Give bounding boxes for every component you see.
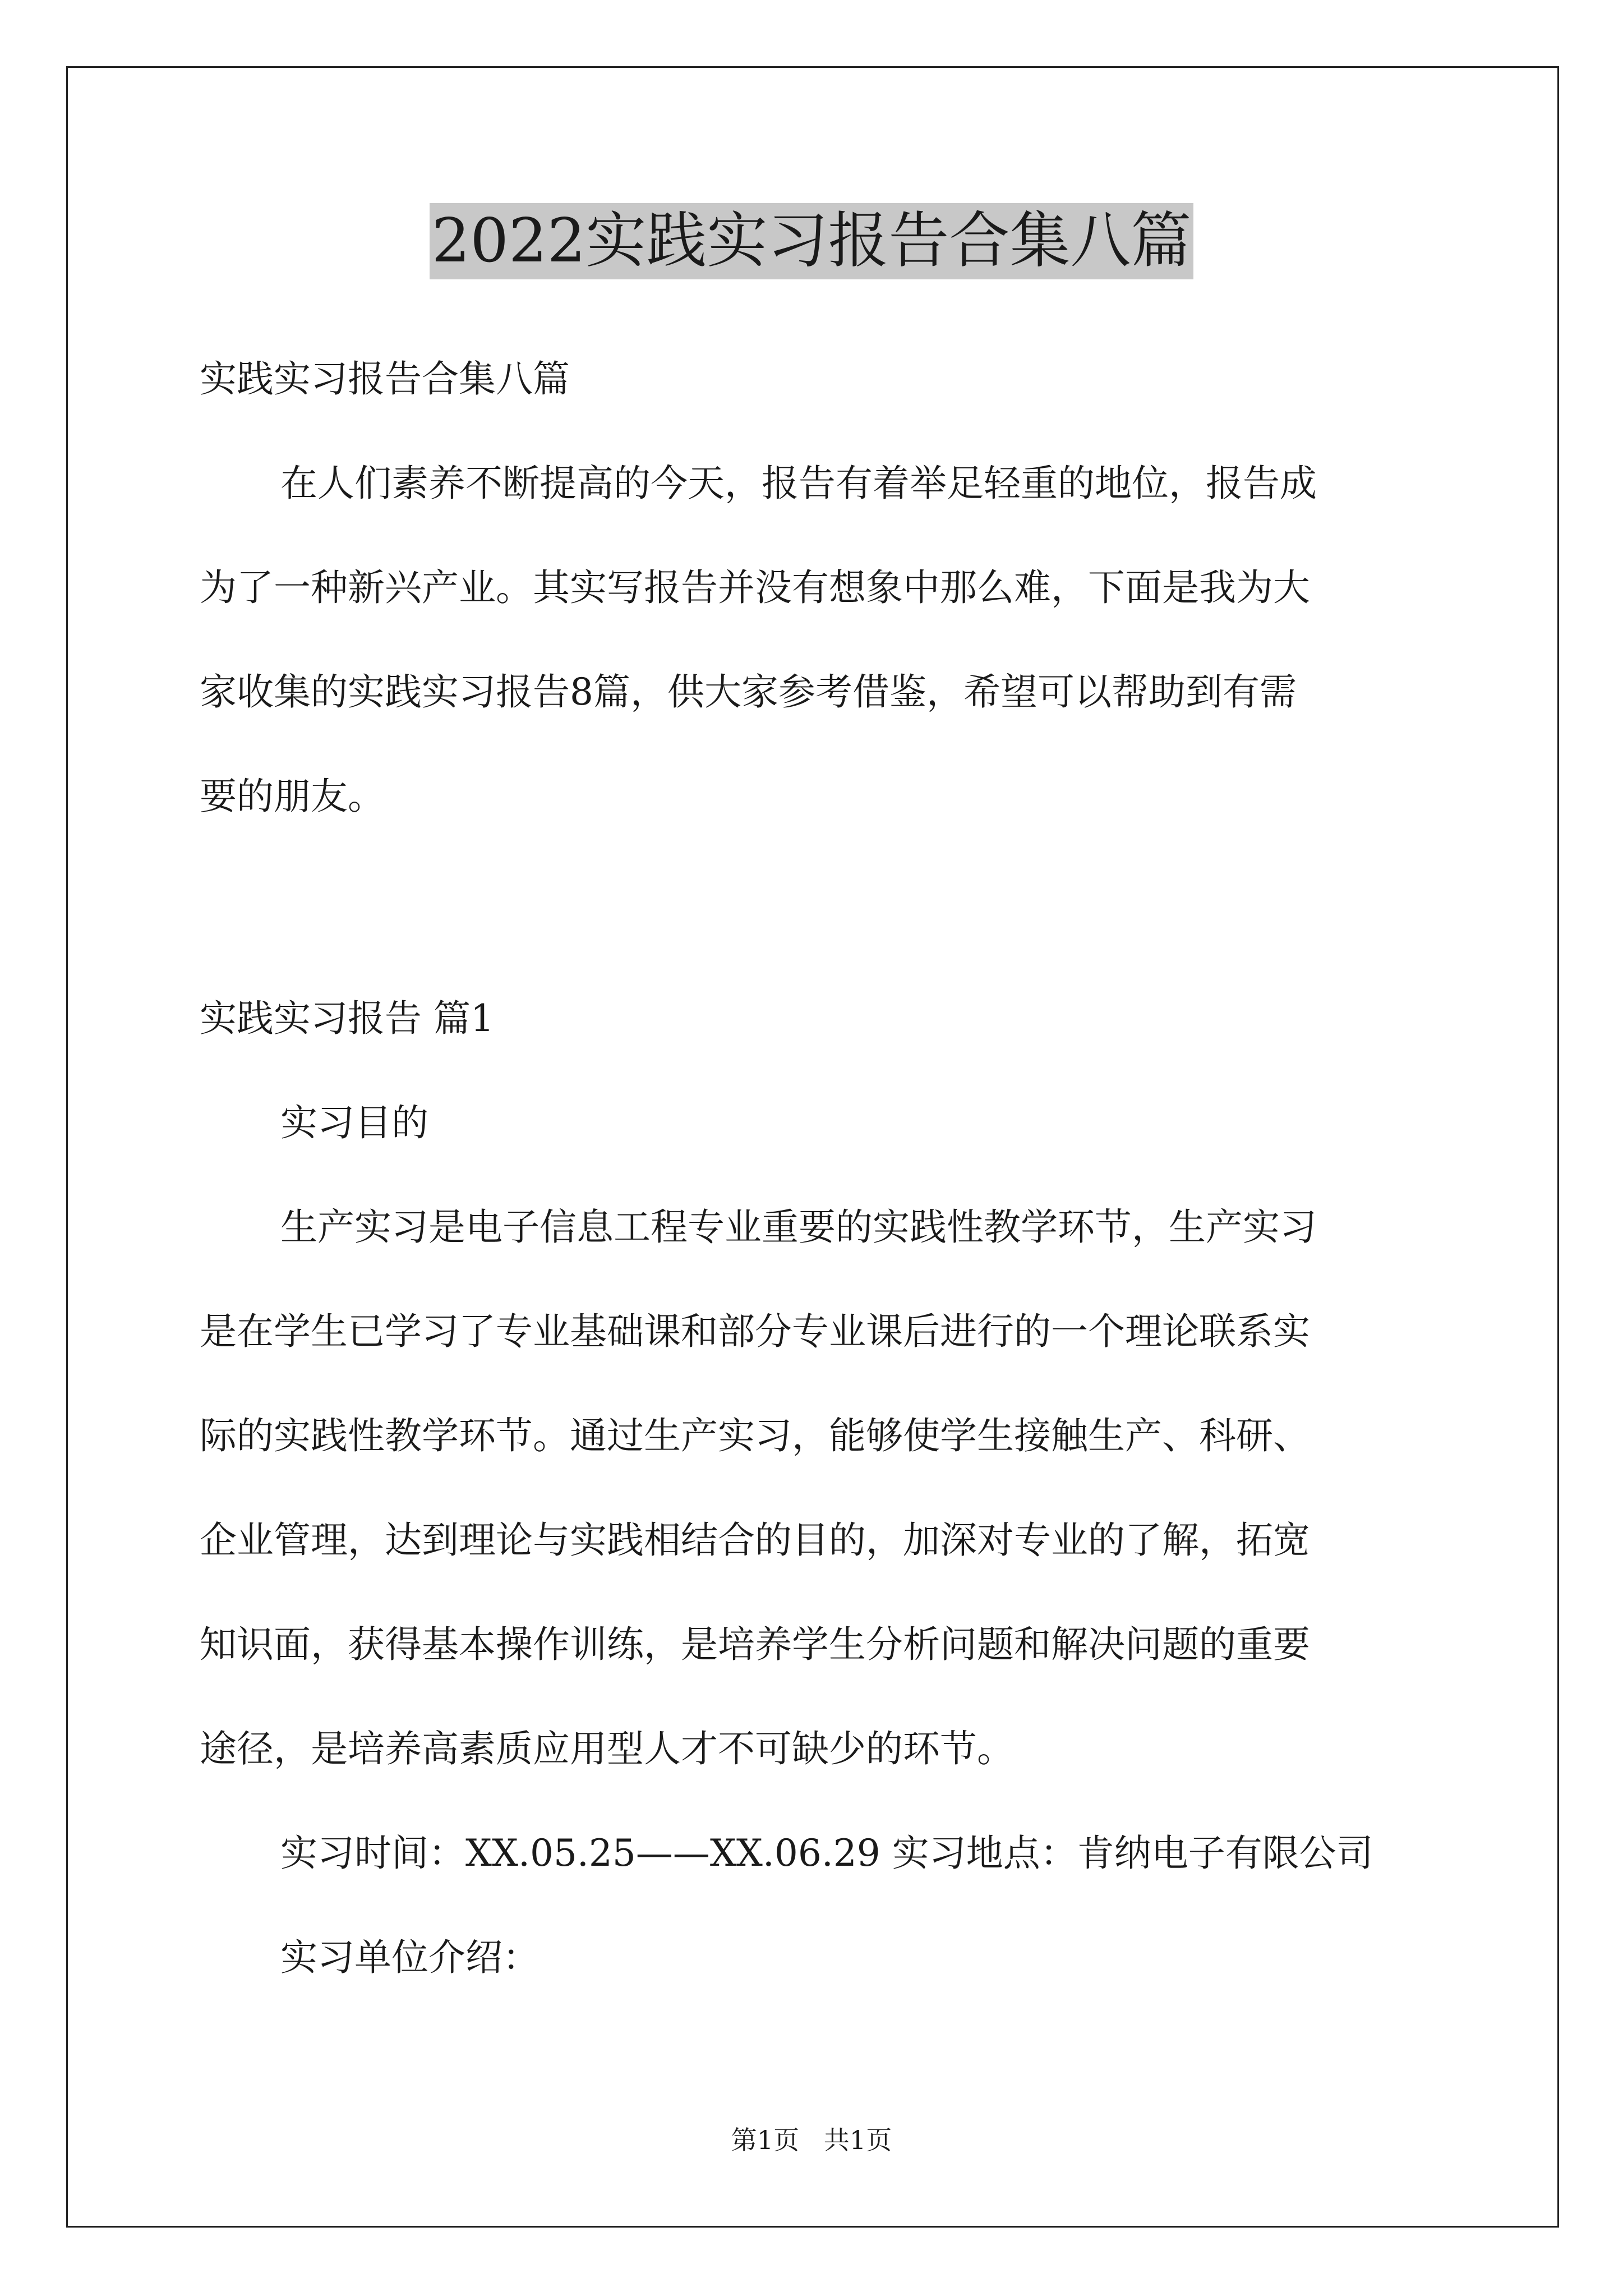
- purpose-line-6: 途径，是培养高素质应用型人才不可缺少的环节。: [200, 1727, 1014, 1770]
- title-container: [0, 203, 1623, 279]
- section-heading: 实践实习报告 篇1: [200, 997, 494, 1040]
- document-subtitle: 实践实习报告合集八篇: [200, 357, 570, 401]
- unit-intro-heading: 实习单位介绍：: [280, 1936, 540, 1979]
- time-location-line: 实习时间：XX.05.25——XX.06.29 实习地点：肯纳电子有限公司: [280, 1832, 1373, 1875]
- purpose-line-3: 际的实践性教学环节。通过生产实习，能够使学生接触生产、科研、: [200, 1414, 1310, 1457]
- intro-line-4: 要的朋友。: [200, 775, 385, 818]
- intro-line-3: 家收集的实践实习报告8篇，供大家参考借鉴，希望可以帮助到有需: [200, 670, 1297, 714]
- intro-line-1: 在人们素养不断提高的今天，报告有着举足轻重的地位，报告成: [280, 462, 1317, 505]
- purpose-line-1: 生产实习是电子信息工程专业重要的实践性教学环节，生产实习: [280, 1205, 1317, 1249]
- purpose-heading: 实习目的: [280, 1101, 428, 1144]
- page-footer: 第1页 共1页: [731, 2125, 892, 2155]
- purpose-line-4: 企业管理，达到理论与实践相结合的目的，加深对专业的了解，拓宽: [200, 1519, 1310, 1562]
- intro-line-2: 为了一种新兴产业。其实写报告并没有想象中那么难，下面是我为大: [200, 566, 1310, 609]
- purpose-line-5: 知识面，获得基本操作训练，是培养学生分析问题和解决问题的重要: [200, 1623, 1310, 1666]
- document-title: 2022实践实习报告合集八篇: [430, 203, 1194, 279]
- purpose-line-2: 是在学生已学习了专业基础课和部分专业课后进行的一个理论联系实: [200, 1310, 1310, 1353]
